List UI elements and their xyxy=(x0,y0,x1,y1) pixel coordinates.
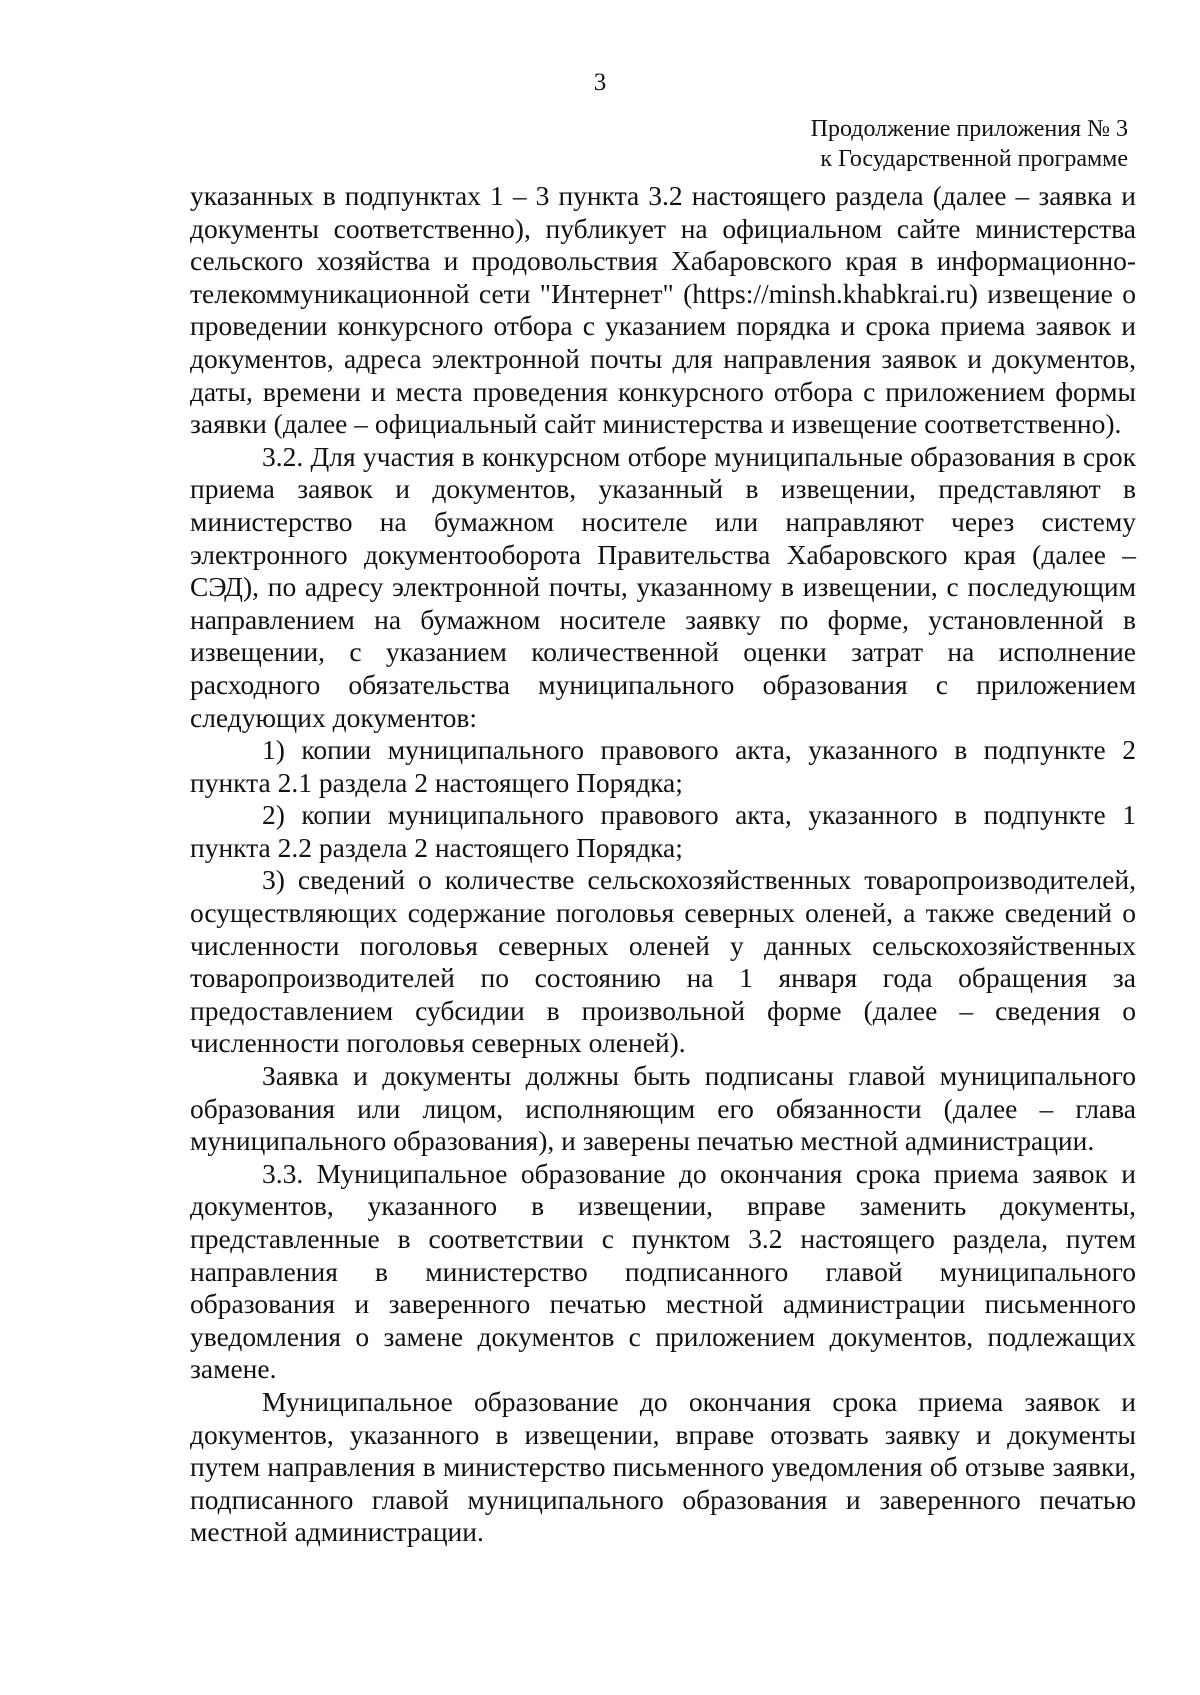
paragraph-withdrawal: Муниципальное образование до окончания срока приема заявок и документов, указанного в извещении, вправе отозвать заявку и документы путем направления в министерство письменного уведомления об отзыве заявки, подписанного главой муниципального образования и заверенного печатью местной администрации. xyxy=(190,1385,1136,1548)
page-number: 3 xyxy=(593,69,607,96)
list-item-2: 2) копии муниципального правового акта, указанного в подпункте 1 пункта 2.2 раздела 2 настоящего Порядка; xyxy=(190,799,1136,863)
appendix-header-line-1: Продолжение приложения № 3 xyxy=(810,116,1128,142)
paragraph-3-3: 3.3. Муниципальное образование до окончания срока приема заявок и документов, указанного в извещении, вправе заменить документы, представленные в соответствии с пунктом 3.2 настоящего раздела, путем направления в министерство подписанного главой муниципального образования и заверенного печатью местной администрации письменного уведомления о замене документов с приложением документов, подлежащих замене. xyxy=(190,1157,1136,1385)
paragraph-continuation: указанных в подпунктах 1 – 3 пункта 3.2 настоящего раздела (далее – заявка и документы соответственно), публикует на официальном сайте министерства сельского хозяйства и продовольствия Хабаровского края в информационно-телекоммуникационной сети "Интернет" (https://minsh.khabkrai.ru) извещение о проведении конкурсного отбора с указанием порядка и срока приема заявок и документов, адреса электронной почты для направления заявок и документов, даты, времени и места проведения конкурсного отбора с приложением формы заявки (далее – официальный сайт министерства и извещение соответственно). xyxy=(190,180,1136,440)
paragraph-3-2: 3.2. Для участия в конкурсном отборе муниципальные образования в срок приема заявок и документов, указанный в извещении, представляют в министерство на бумажном носителе или направляют через систему электронного документооборота Правительства Хабаровского края (далее – СЭД), по адресу электронной почты, указанному в извещении, с последующим направлением на бумажном носителе заявку по форме, установленной в извещении, с указанием количественной оценки затрат на исполнение расходного обязательства муниципального образования с приложением следующих документов: xyxy=(190,440,1136,733)
paragraph-signature-requirement: Заявка и документы должны быть подписаны главой муниципального образования или лицом, исполняющим его обязанности (далее – глава муниципального образования), и заверены печатью местной администрации. xyxy=(190,1060,1136,1157)
list-item-3: 3) сведений о количестве сельскохозяйственных товаропроизводителей, осуществляющих содержание поголовья северных оленей, а также сведений о численности поголовья северных оленей у данных сельскохозяйственных товаропроизводителей по состоянию на 1 января года обращения за предоставлением субсидии в произвольной форме (далее – сведения о численности поголовья северных оленей). xyxy=(190,864,1136,1059)
appendix-header-line-2: к Государственной программе xyxy=(820,146,1128,172)
document-body xyxy=(190,180,1136,1549)
list-item-1: 1) копии муниципального правового акта, указанного в подпункте 2 пункта 2.1 раздела 2 настоящего Порядка; xyxy=(190,734,1136,798)
appendix-header xyxy=(708,114,1128,174)
